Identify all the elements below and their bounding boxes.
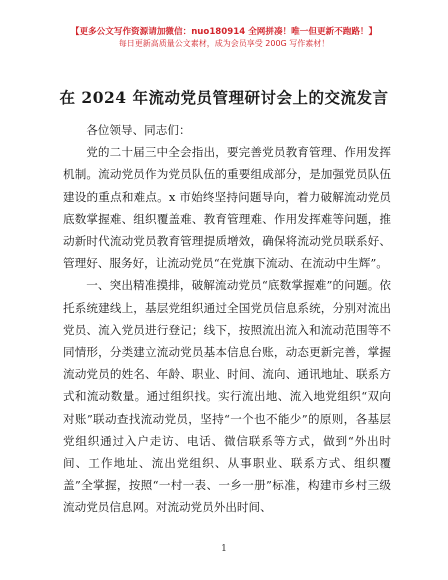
page-number: 1	[221, 544, 227, 554]
paragraph-section-1: 一、突出精准摸排，破解流动党员“底数掌握难”的问题。依托系统建线上，基层党组织通过全国党员信息系统，分别对流出党员、流入党员进行登记；线下，按照流出流入和流动范围等不同情形，分类建立流动党员基本信息台账，动态更新完善，掌握流动党员的姓名、年龄、职业、时间、流向、通讯地址、联系方式和流动数量。通过组织找。实行流出地、流入地党组织“双向对账”联动查找流动党员，坚持“一个也不能少”的原则，各基层党组织通过入户走访、电话、微信联系等方式，做到“外出时间、工作地址、流出党组织、从事职业、联系方式、组织覆盖”全掌握，按照“一村一表、一乡一册”标准，构建市乡村三级流动党员信息网。对流动党员外出时间、	[63, 278, 391, 515]
paragraph-intro: 党的二十届三中全会指出，要完善党员教育管理、作用发挥机制。流动党员作为党员队伍的重要组成部分，是加强党员队伍建设的重点和难点。x 市始终坚持问题导向，着力破解流动党员底数掌握难、组织覆盖难、教育管理难、作用发挥难等问题，推动新时代流动党员教育管理提质增效，确保将流动党员联系好、管理好、服务好，让流动党员“在党旗下流动、在流动中生辉”。	[63, 145, 391, 271]
salutation: 各位领导、同志们：	[86, 123, 191, 137]
document-body	[63, 119, 391, 519]
promo-banner-line-1: 【更多公文写作资源请加微信：nuo180914 全网拼凑！唯一但更新不跑路！】	[70, 27, 378, 37]
document-title: 在 2024 年流动党员管理研讨会上的交流发言	[59, 88, 389, 107]
promo-banner	[0, 26, 448, 50]
promo-banner-line-2: 每日更新高质量公文素材，成为会员享受 200G 写作素材！	[118, 39, 330, 48]
